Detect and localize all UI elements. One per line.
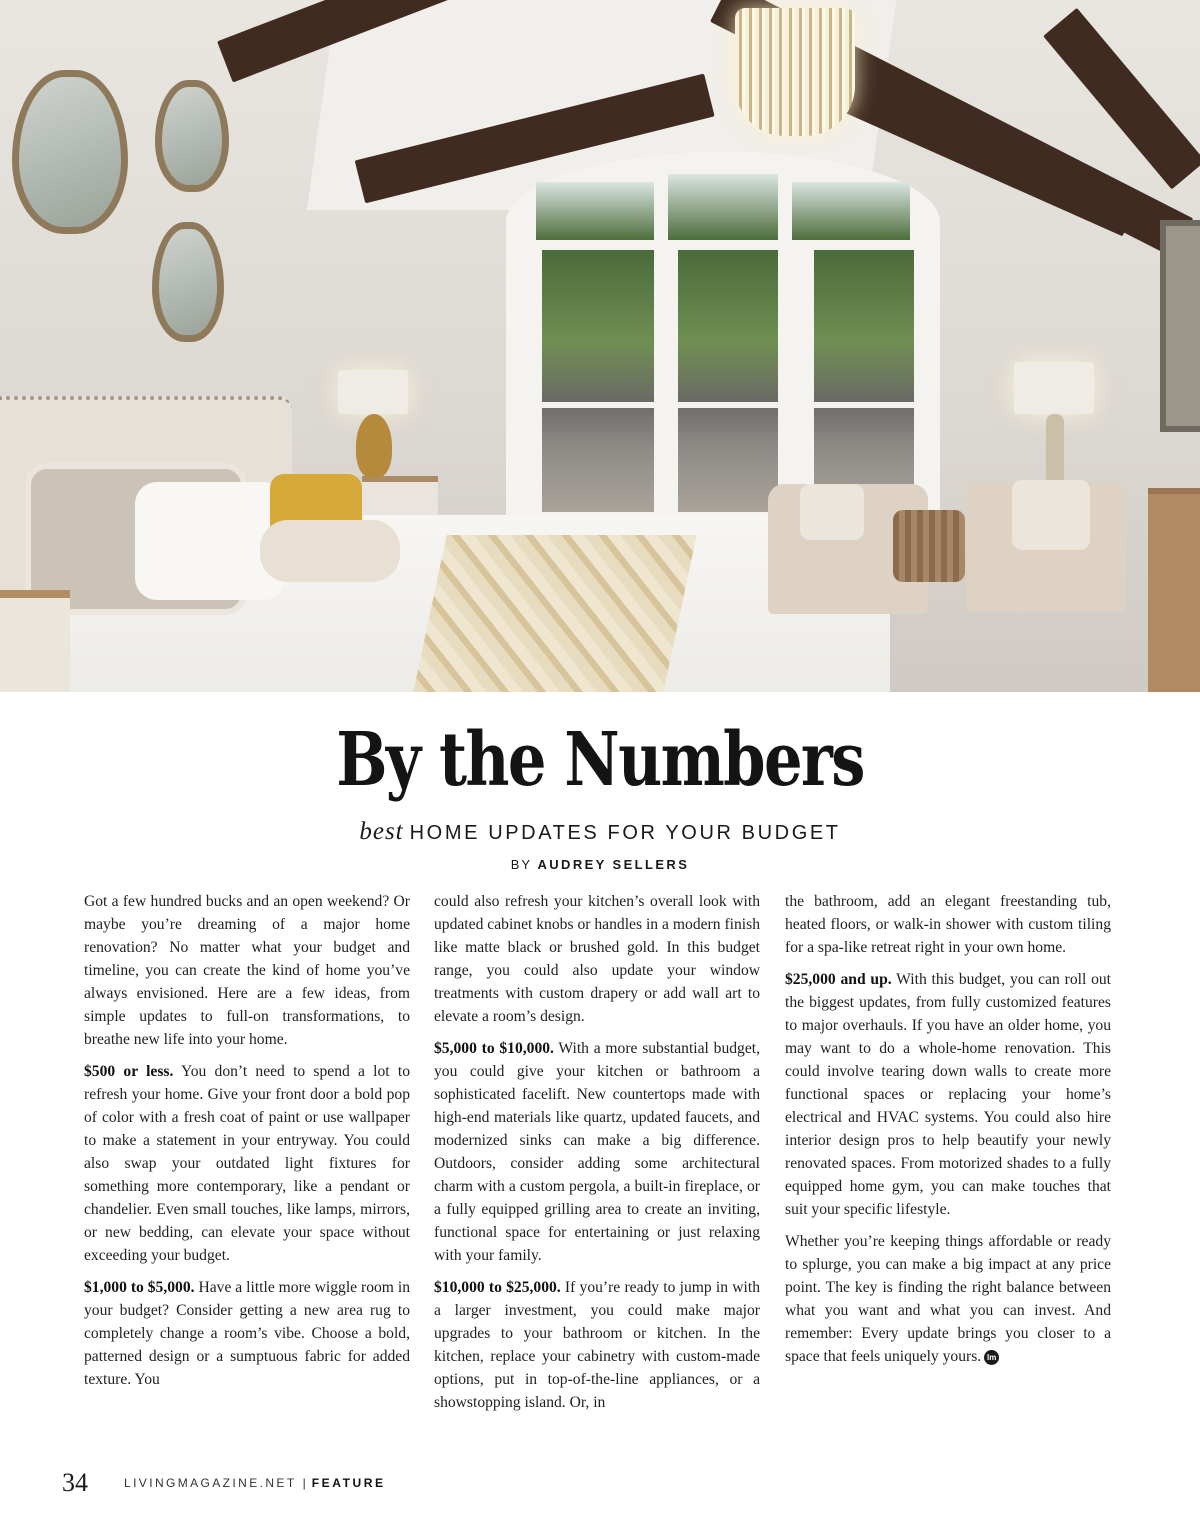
tier-heading: $10,000 to $25,000. [434,1279,561,1296]
tier-paragraph-continued: could also refresh your kitchen’s overall look with updated cabinet knobs or handles in a modern finish like matte black or brushed gold. In this budget range, you could also update your window treatments with custom drapery or add wall art to elevate a room’s design. [434,893,760,1025]
bedroom-photo [0,0,1200,692]
closing-text: Whether you’re keeping things affordable or ready to splurge, you can make a big impact at any price point. The key is finding the right balance between what you want and what you can invest. And remember: Every update brings you closer to a space that feels uniquely yours. [785,1233,1111,1365]
page-number: 34 [62,1468,88,1497]
intro-paragraph: Got a few hundred bucks and an open weekend? Or maybe you’re dreaming of a major home renovation? No matter what your budget and timeline, you can create the kind of home you’ve always envisioned. Here are a few ideas, from simple updates to full-on transformations, to breathe new life into your home. [84,893,410,1048]
article-column-1 [84,890,410,1400]
footer-site: LIVINGMAGAZINE.NET [124,1476,297,1490]
tier-heading: $500 or less. [84,1063,174,1080]
window-mullion [542,402,914,408]
byline-author: AUDREY SELLERS [537,857,690,872]
tier-paragraph [785,968,1111,1221]
footer [124,1475,386,1491]
tier-paragraph [84,1060,410,1267]
table-lamp [338,370,408,414]
window-pane [542,250,654,512]
wall-frame [1160,220,1200,432]
chair-pillow [1012,480,1090,550]
wall-mirror [155,80,229,192]
floor-lamp [1014,362,1094,414]
tier-heading: $5,000 to $10,000. [434,1040,554,1057]
subtitle-text: HOME UPDATES FOR YOUR BUDGET [409,822,841,844]
article-column-2 [434,890,760,1423]
tier-paragraph [434,1037,760,1267]
tier-paragraph [434,1276,760,1414]
window-pane [668,174,778,240]
round-side-table [893,510,965,582]
arched-window [506,152,940,540]
pillow [260,520,400,582]
article-subtitle [0,818,1200,847]
tier-text: You don’t need to spend a lot to refresh your home. Give your front door a bold pop of color with a fresh coat of paint or use wallpaper to make a statement in your entryway. You could also swap your outdated light fixtures for something more contemporary, like a pendant or chandelier. Even small touches, like lamps, mirrors, or new bedding, can elevate your space without exceeding your budget. [84,1063,410,1264]
window-pane [792,182,910,240]
bed-throw [413,535,696,692]
wall-mirror [12,70,128,234]
article-title: By the Numbers [336,717,864,803]
tier-heading: $25,000 and up. [785,971,892,988]
footer-separator: | [302,1476,306,1490]
byline-prefix: BY [510,857,532,872]
wall-mirror [152,222,224,342]
subtitle-italic: best [359,818,404,845]
dresser [1148,488,1200,692]
tier-text: With this budget, you can roll out the biggest updates, from fully customized features to major overhauls. If you have an older home, you may want to do a whole-home renovation. This could involve tearing down walls to create more functional spaces or replacing your home’s electrical and HVAC systems. You could also hire interior design pros to help beautify your newly renovated spaces. From motorized shades to a fully equipped home gym, you can make touches that suit your specific lifestyle. [785,971,1111,1218]
closing-paragraph [785,1230,1111,1368]
article-column-3 [785,890,1111,1377]
chandelier [735,8,855,136]
tier-text: With a more substantial budget, you could give your kitchen or bathroom a sophisticated facelift. New countertops made with high-end materials like quartz, updated faucets, and modernized sinks can make a big difference. Outdoors, consider adding some architectural charm with a custom pergola, a built-in fireplace, or a fully equipped grilling area to create an inviting, functional space for entertaining or just relaxing with your family. [434,1040,760,1264]
end-mark-icon: lm [984,1350,999,1365]
byline [0,856,1200,874]
window-pane [814,250,914,512]
chair-pillow [800,484,864,540]
window-pane [678,250,778,512]
tier-paragraph-continued: the bathroom, add an elegant freestanding tub, heated floors, or walk-in shower with custom tiling for a spa-like retreat right in your own home. [785,893,1111,956]
tier-text: Have a little more wiggle room in your budget? Consider getting a new area rug to completely change a room’s vibe. Choose a bold, patterned design or a sumptuous fabric for added texture. You [84,1279,410,1388]
tier-paragraph [84,1276,410,1391]
tier-heading: $1,000 to $5,000. [84,1279,195,1296]
window-pane [536,182,654,240]
side-table [0,590,70,692]
tier-text: If you’re ready to jump in with a larger investment, you could make major upgrades to your bathroom or kitchen. In the kitchen, replace your cabinetry with custom-made options, put in top-of-the-line appliances, or a showstopping island. Or, in [434,1279,761,1411]
lamp-base [356,414,392,478]
footer-section: FEATURE [311,1476,386,1490]
